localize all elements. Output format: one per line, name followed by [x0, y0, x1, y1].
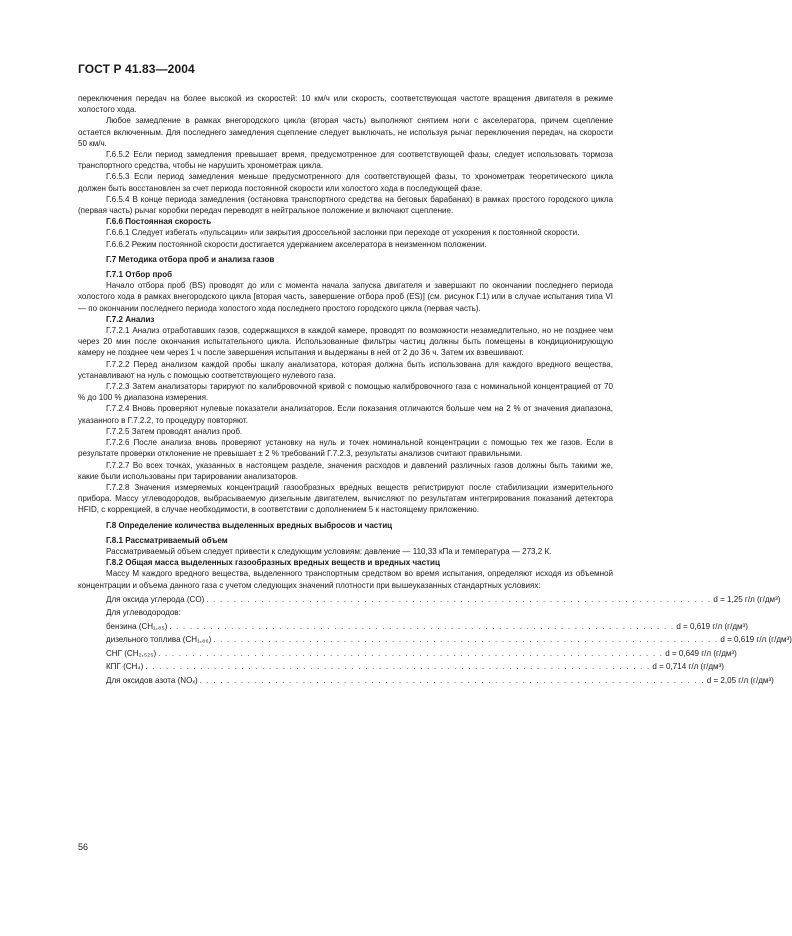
- document-body: [78, 93, 792, 688]
- density-list: [78, 594, 792, 689]
- density-label: КПГ (CH₄): [106, 662, 144, 672]
- density-label: СНГ (CH₂,₅₂₅): [106, 648, 157, 658]
- body-paragraph: Г.7.2.2 Перед анализом каждой пробы шкалу анализатора, которая должна быть использована для каждого вредного вещества, устанавливают на нуль с помощью соответствующего нулевого газа.: [78, 359, 613, 380]
- body-paragraph: Г.6.6.2 Режим постоянной скорости достигается удержанием акселератора в неизменном положении.: [106, 239, 487, 249]
- leader-dots: . . . . . . . . . . . . . . . . . . . . . . . . . . . . . . . . . . . . . . . . . . . . . . . . . . . . . . . . . . . . . . . . . . . . . . . . . .: [199, 675, 705, 685]
- section-heading: Г.7 Методика отбора проб и анализа газов: [106, 254, 275, 264]
- section-heading: Г.8 Определение количества выделенных вредных выбросов и частиц: [106, 520, 393, 530]
- density-value: d = 0,649 г/л (г/дм³): [665, 648, 737, 658]
- density-row-lpg: [78, 648, 737, 662]
- density-label: Для оксида углерода (CO): [106, 594, 205, 604]
- body-paragraph: Г.6.5.4 В конце периода замедления (остановка транспортного средства на беговых барабанах) в рамках простого городского цикла (первая часть) рычаг коробки передач переводят в нейтральное положение и включают сцепление.: [78, 194, 613, 216]
- body-paragraph: Массу M каждого вредного вещества, выделенного транспортным средством во время испытания, определяют исходя из объемной концентрации и объема данного газа с учетом следующих значений плотности при вышеуказанных стандартных условиях:: [78, 569, 613, 590]
- body-paragraph: Г.7.2.6 После анализа вновь проверяют установку на нуль и точек номинальной концентрации с помощью тех же газов. Если в результате проверки отклонение не превышает ± 2 % требований Г.7.2.3, результаты анализов считают правильными.: [78, 438, 613, 459]
- leader-dots: . . . . . . . . . . . . . . . . . . . . . . . . . . . . . . . . . . . . . . . . . . . . . . . . . . . . . . . . . . . . . . . . . . . . . . . . . .: [213, 635, 719, 645]
- body-paragraph: Г.7.2.7 Во всех точках, указанных в настоящем разделе, значения расходов и давлений различных газов должны быть такими же, какие были использованы при тарировании анализаторов.: [78, 460, 613, 481]
- density-value: d = 0,714 г/л (г/дм³): [652, 662, 724, 672]
- density-label: Для оксидов азота (NOₓ): [106, 675, 198, 685]
- leader-dots: . . . . . . . . . . . . . . . . . . . . . . . . . . . . . . . . . . . . . . . . . . . . . . . . . . . . . . . . . . . . . . . . . . . . . . . . . .: [169, 621, 675, 631]
- section-heading: Г.8.2 Общая масса выделенных газообразных вредных веществ и вредных частиц: [106, 558, 440, 568]
- leader-dots: . . . . . . . . . . . . . . . . . . . . . . . . . . . . . . . . . . . . . . . . . . . . . . . . . . . . . . . . . . . . . . . . . . . . . . . . . .: [145, 662, 651, 672]
- body-paragraph: Г.6.5.2 Если период замедления превышает время, предусмотренное для соответствующей фазы, следует использовать тормоза транспортного средства, чтобы не нарушить хронометраж цикла.: [78, 150, 613, 171]
- body-paragraph: Г.7.2.5 Затем проводят анализ проб.: [106, 426, 243, 436]
- body-paragraph: Г.6.5.3 Если период замедления меньше предусмотренного для соответствующей фазы, то хронометраж теоретического цикла должен быть восстановлен за счет периода постоянной скорости или холостого хода в последующей фазе.: [78, 172, 613, 193]
- density-row-co: [78, 594, 781, 608]
- density-row-cng: [78, 661, 724, 675]
- density-label: дизельного топлива (CH₁,₈₆): [106, 635, 212, 645]
- density-row-nox: [78, 675, 774, 689]
- body-paragraph: Г.7.2.4 Вновь проверяют нулевые показатели анализаторов. Если показания отличаются больше чем на 2 % от значения диапазона, указанного в Г.7.2.2, то процедуру повторяют.: [78, 404, 613, 425]
- density-row-diesel: [78, 634, 792, 648]
- density-label: бензина (CH₁,₈₅): [106, 621, 168, 631]
- document-header: ГОСТ Р 41.83—2004: [78, 62, 195, 76]
- density-row-petrol: [78, 621, 748, 635]
- body-paragraph: Г.7.2.3 Затем анализаторы тарируют по калибровочной кривой с помощью калибровочного газа с номинальной концентрацией от 70 % до 100 % диапазона измерения.: [78, 382, 613, 403]
- body-paragraph: Г.7.2.1 Анализ отработавших газов, содержащихся в каждой камере, проводят по возможности незамедлительно, но не позднее чем через 20 мин после окончания испытательного цикла. Использованные фильтры частиц должны быть помещены в кондиционирующую камеру не позднее чем через 1 ч после завершения испытания и выдержаны в ней от 2 до 36 ч. Затем их взвешивают.: [78, 326, 613, 358]
- section-heading: Г.7.2 Анализ: [106, 314, 155, 324]
- page-number: 56: [78, 842, 89, 852]
- body-paragraph: Начало отбора проб (BS) проводят до или с момента начала запуска двигателя и завершают по окончании последнего периода холостого хода в рамках внегородского цикла [вторая часть, завершение отбора проб (ES)] (см. рисунок Г.1) или в случае испытания типа VI — по окончании последнего периода холостого хода последнего простого городского цикла (первая часть).: [78, 281, 613, 313]
- body-paragraph: Г.6.6.1 Следует избегать «пульсации» или закрытия дроссельной заслонки при переходе от ускорения к постоянной скорости.: [106, 228, 580, 238]
- density-value: d = 1,25 г/л (г/дм³): [713, 594, 781, 604]
- hydrocarbons-heading: Для углеводородов:: [106, 608, 181, 618]
- body-paragraph: Любое замедление в рамках внегородского цикла (вторая часть) выполняют снятием ноги с акселератора, причем сцепление остается включенным. Для последнего замедления сцепление следует выключать, не используя рычаг переключения передач, на скорости 50 км/ч.: [78, 116, 613, 148]
- section-heading: Г.6.6 Постоянная скорость: [106, 217, 212, 227]
- body-paragraph: Рассматриваемый объем следует привести к следующим условиям: давление — 110,33 кПа и температура — 273,2 К.: [106, 546, 552, 556]
- density-value: d = 2,05 г/л (г/дм³): [706, 675, 774, 685]
- density-value: d = 0,619 г/л (г/дм³): [676, 621, 748, 631]
- body-paragraph: Г.7.2.8 Значения измеряемых концентраций газообразных вредных веществ регистрируют после стабилизации измерительного прибора. Массу углеводородов, выбрасываемую дизельным двигателем, вычисляют по результатам интегрирования показаний детектора HFID, с коррекцией, в случае необходимости, в соответствии с дополнением 5 к настоящему приложению.: [78, 482, 613, 515]
- body-paragraph: переключения передач на более высокой из скоростей: 10 км/ч или скорость, соответствующая частоте вращения двигателя в режиме холостого хода.: [78, 94, 613, 115]
- section-heading: Г.7.1 Отбор проб: [106, 270, 173, 280]
- section-heading: Г.8.1 Рассматриваемый объем: [106, 535, 228, 545]
- leader-dots: . . . . . . . . . . . . . . . . . . . . . . . . . . . . . . . . . . . . . . . . . . . . . . . . . . . . . . . . . . . . . . . . . . . . . . . . . .: [158, 648, 664, 658]
- density-value: d = 0,619 г/л (г/дм³): [720, 635, 792, 645]
- leader-dots: . . . . . . . . . . . . . . . . . . . . . . . . . . . . . . . . . . . . . . . . . . . . . . . . . . . . . . . . . . . . . . . . . . . . . . . . . .: [206, 594, 712, 604]
